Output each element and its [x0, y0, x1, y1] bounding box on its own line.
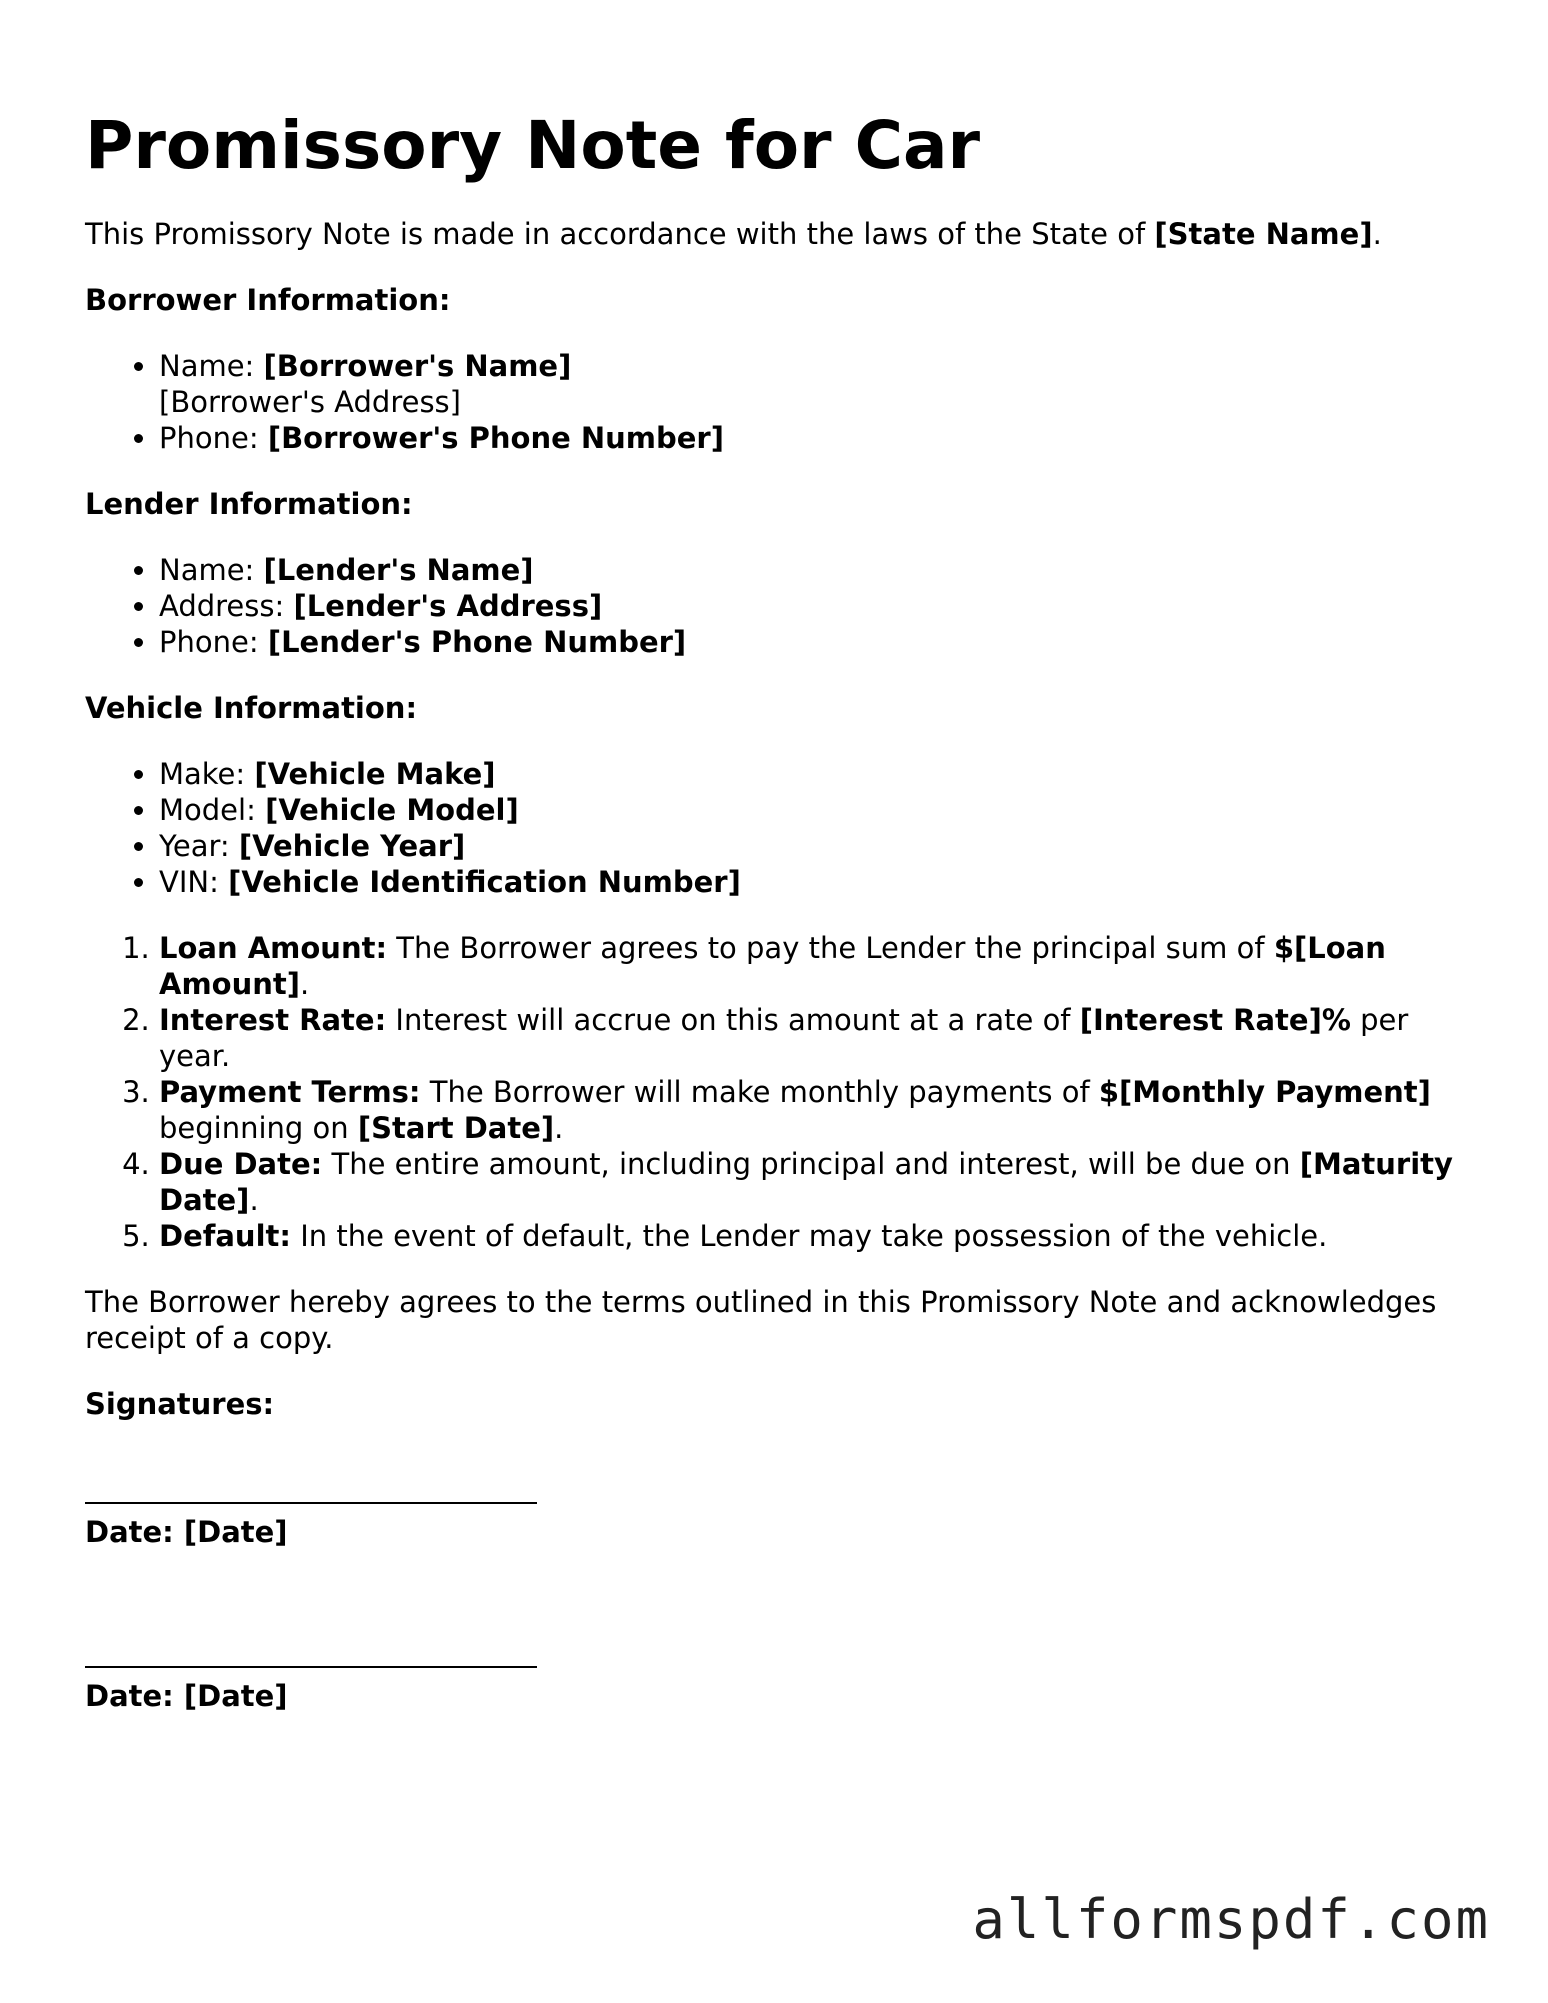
lender-name-item [159, 552, 1465, 588]
lender-address-field: [Lender's Address] [293, 589, 603, 623]
vehicle-model-item [159, 792, 1465, 828]
maturity-date-field: [Maturity Date] [159, 1147, 1453, 1217]
signature-block-1 [85, 1502, 1465, 1550]
lender-address-label: Address: [159, 589, 294, 623]
vehicle-make-label: Make: [159, 757, 255, 791]
vehicle-make-item [159, 756, 1465, 792]
payment-terms-end: . [554, 1111, 564, 1145]
vehicle-heading: Vehicle Information: [85, 691, 418, 725]
borrower-name-item [159, 348, 1465, 420]
signature-line-1[interactable] [85, 1502, 537, 1504]
interest-rate-end: per year. [159, 1003, 1409, 1073]
loan-amount-label: Loan Amount: [159, 931, 388, 965]
lender-name-label: Name: [159, 553, 264, 587]
vehicle-year-item [159, 828, 1465, 864]
due-date-label: Due Date: [159, 1147, 323, 1181]
vehicle-list [85, 756, 1465, 900]
intro-end: . [1372, 217, 1382, 251]
terms-list [85, 930, 1465, 1254]
borrower-name-field: [Borrower's Name] [263, 349, 572, 383]
start-date-field: [Start Date] [357, 1111, 555, 1145]
borrower-phone-label: Phone: [159, 421, 268, 455]
agreement-paragraph: The Borrower hereby agrees to the terms outlined in this Promissory Note and acknowledges receipt of a copy. [85, 1285, 1437, 1355]
signature-line-2[interactable] [85, 1666, 537, 1668]
borrower-phone-field: [Borrower's Phone Number] [267, 421, 724, 455]
term-loan-amount [159, 930, 1465, 1002]
monthly-payment-field: $[Monthly Payment] [1098, 1075, 1431, 1109]
signatures-heading: Signatures: [85, 1387, 275, 1421]
lender-address-item [159, 588, 1465, 624]
lender-phone-label: Phone: [159, 625, 268, 659]
vehicle-vin-item [159, 864, 1465, 900]
document-title: Promissory Note for Car [85, 107, 981, 184]
signature-date-2: Date: [Date] [85, 1679, 288, 1713]
intro-paragraph [85, 216, 1465, 252]
borrower-heading: Borrower Information: [85, 283, 451, 317]
signature-block-2 [85, 1666, 1465, 1714]
due-date-end: . [249, 1183, 259, 1217]
intro-text: This Promissory Note is made in accordance with the laws of the State of [85, 217, 1155, 251]
document-body [85, 216, 1465, 1714]
borrower-phone-item [159, 420, 1465, 456]
payment-terms-label: Payment Terms: [159, 1075, 421, 1109]
borrower-address-field: [Borrower's Address] [159, 385, 461, 419]
borrower-list [85, 348, 1465, 456]
vehicle-model-label: Model: [159, 793, 266, 827]
term-interest-rate [159, 1002, 1465, 1074]
lender-phone-field: [Lender's Phone Number] [267, 625, 687, 659]
default-label: Default: [159, 1219, 291, 1253]
vehicle-year-field: [Vehicle Year] [238, 829, 466, 863]
signature-date-1: Date: [Date] [85, 1515, 288, 1549]
lender-heading: Lender Information: [85, 487, 413, 521]
interest-rate-field: [Interest Rate]% [1079, 1003, 1351, 1037]
interest-rate-text: Interest will accrue on this amount at a rate of [386, 1003, 1080, 1037]
term-default [159, 1218, 1465, 1254]
loan-amount-field: $[Loan Amount] [159, 931, 1386, 1001]
term-due-date [159, 1146, 1465, 1218]
payment-terms-mid: beginning on [159, 1111, 358, 1145]
vehicle-model-field: [Vehicle Model] [265, 793, 519, 827]
payment-terms-text: The Borrower will make monthly payments of [420, 1075, 1099, 1109]
watermark: allformspdf.com [972, 1888, 1490, 1951]
lender-phone-item [159, 624, 1465, 660]
state-name-field: [State Name] [1154, 217, 1373, 251]
interest-rate-label: Interest Rate: [159, 1003, 387, 1037]
lender-name-field: [Lender's Name] [263, 553, 534, 587]
term-payment-terms [159, 1074, 1465, 1146]
loan-amount-end: . [300, 967, 310, 1001]
vehicle-vin-label: VIN: [159, 865, 229, 899]
borrower-name-label: Name: [159, 349, 264, 383]
lender-list [85, 552, 1465, 660]
loan-amount-text: The Borrower agrees to pay the Lender the principal sum of [387, 931, 1274, 965]
vehicle-make-field: [Vehicle Make] [254, 757, 496, 791]
default-text: In the event of default, the Lender may take possession of the vehicle. [290, 1219, 1328, 1253]
vehicle-vin-field: [Vehicle Identification Number] [228, 865, 741, 899]
vehicle-year-label: Year: [159, 829, 239, 863]
due-date-text: The entire amount, including principal and interest, will be due on [322, 1147, 1300, 1181]
